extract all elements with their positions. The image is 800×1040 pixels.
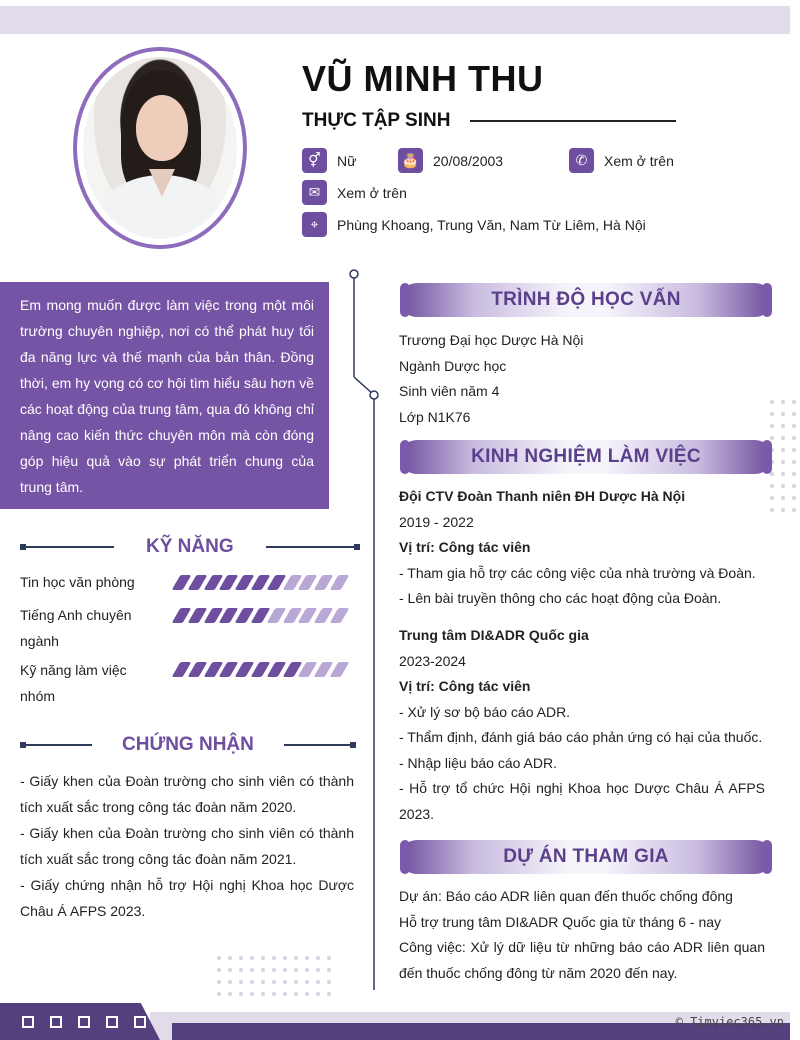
dot <box>250 968 254 972</box>
dot <box>294 956 298 960</box>
job-period: 2023-2024 <box>399 652 466 669</box>
education-line: Lớp N1K76 <box>399 408 471 425</box>
job-task: - Xử lý sơ bộ báo cáo ADR. <box>399 703 571 720</box>
dot <box>239 992 243 996</box>
skill-level-bar <box>176 608 350 623</box>
job-position: Vị trí: Công tác viên <box>399 678 531 694</box>
dot <box>781 460 785 464</box>
job-period: 2019 - 2022 <box>399 513 474 530</box>
skill-stripe-empty <box>330 608 350 623</box>
job-task: - Hỗ trợ tổ chức Hội nghị Khoa học Dược Châu Á AFPS 2023. <box>399 780 765 822</box>
dot <box>792 448 796 452</box>
dot <box>250 992 254 996</box>
job-org: Đội CTV Đoàn Thanh niên ĐH Dược Hà Nội <box>399 488 686 504</box>
address-info <box>302 212 646 237</box>
skills-header <box>20 536 360 558</box>
job-org: Trung tâm DI&ADR Quốc gia <box>399 627 589 643</box>
job-position: Vị trí: Công tác viên <box>399 539 531 555</box>
skill-label: Tiếng Anh chuyên ngành <box>20 607 132 649</box>
phone-icon: ✆ <box>569 148 594 173</box>
watermark: © Timviec365.vn <box>675 1015 784 1029</box>
dot <box>792 496 796 500</box>
career-objective: Em mong muốn được làm việc trong một môi trường chuyên nghiệp, nơi có thể phát huy tối đa năng lực và thế mạnh của bản thân. Đồng thời, em hy vọng có cơ hội tìm hiểu sâu hơn về các hoạt động của trung tâm, qua đó không chỉ nâng cao kiến thức chuyên môn mà còn đóng góp hiệu quả vào sự phát triển chung của trung tâm. <box>0 282 329 509</box>
dot <box>792 412 796 416</box>
dot <box>228 956 232 960</box>
role-divider <box>470 120 676 122</box>
dot <box>316 956 320 960</box>
dot <box>792 460 796 464</box>
dot <box>316 980 320 984</box>
location-pin-icon: ⌖ <box>302 212 327 237</box>
dot <box>261 968 265 972</box>
dot <box>770 424 774 428</box>
skill-level-bar <box>176 662 350 677</box>
dot <box>272 992 276 996</box>
experience-title: KINH NGHIỆM LÀM VIỆC <box>471 446 701 467</box>
certificate-item: - Giấy khen của Đoàn trường cho sinh viên có thành tích xuất sắc trong công tác đoàn năm 2020. <box>20 773 354 815</box>
dot <box>217 980 221 984</box>
certificates-title: CHỨNG NHẬN <box>122 734 254 755</box>
dot <box>781 436 785 440</box>
dot <box>781 424 785 428</box>
dot <box>770 412 774 416</box>
dot <box>770 472 774 476</box>
projects-details <box>399 884 765 986</box>
dot <box>770 400 774 404</box>
projects-title: DỰ ÁN THAM GIA <box>503 846 669 867</box>
skill-level-bar <box>176 575 350 590</box>
project-line: Dự án: Báo cáo ADR liên quan đến thuốc chống đông <box>399 888 733 904</box>
dot <box>272 956 276 960</box>
phone-value: Xem ở trên <box>604 152 674 169</box>
dot <box>294 968 298 972</box>
top-band <box>0 6 790 34</box>
dot <box>792 472 796 476</box>
dot <box>217 968 221 972</box>
job-task: - Thẩm định, đánh giá báo cáo phản ứng có hại của thuốc. <box>399 729 763 745</box>
certificates-list <box>20 768 354 924</box>
dot <box>261 980 265 984</box>
dot <box>272 968 276 972</box>
dot <box>792 436 796 440</box>
job-task: - Tham gia hỗ trợ các công việc của nhà trường và Đoàn. <box>399 564 756 581</box>
dot <box>250 980 254 984</box>
dot <box>792 508 796 512</box>
dot <box>228 992 232 996</box>
dot <box>781 400 785 404</box>
dot <box>327 956 331 960</box>
certificate-item: - Giấy khen của Đoàn trường cho sinh viên có thành tích xuất sắc trong công tác đoàn năm 2021. <box>20 825 354 867</box>
dot <box>792 400 796 404</box>
education-line: Trương Đại học Dược Hà Nội <box>399 332 584 348</box>
birthday-info <box>398 148 503 173</box>
dot <box>283 968 287 972</box>
email-info <box>302 180 407 205</box>
dot <box>239 980 243 984</box>
dot <box>305 968 309 972</box>
dot <box>294 980 298 984</box>
candidate-name: VŨ MINH THU <box>302 58 544 99</box>
dot <box>327 968 331 972</box>
dot <box>294 992 298 996</box>
education-line: Sinh viên năm 4 <box>399 383 500 399</box>
decorative-dots <box>217 956 331 996</box>
dot <box>217 992 221 996</box>
education-title: TRÌNH ĐỘ HỌC VẤN <box>491 289 681 310</box>
phone-info <box>569 148 674 173</box>
education-banner <box>400 283 772 317</box>
dot <box>250 956 254 960</box>
dot <box>228 968 232 972</box>
dot <box>781 496 785 500</box>
skill-label: Kỹ năng làm việc nhóm <box>20 662 127 704</box>
profile-photo <box>83 57 237 239</box>
dot <box>272 980 276 984</box>
address-value: Phùng Khoang, Trung Văn, Nam Từ Liêm, Hà Nội <box>337 216 646 233</box>
dot <box>316 968 320 972</box>
dot <box>792 484 796 488</box>
dot <box>239 956 243 960</box>
dot <box>217 956 221 960</box>
email-value: Xem ở trên <box>337 184 407 201</box>
dot <box>305 992 309 996</box>
dot <box>283 992 287 996</box>
gender-info <box>302 148 356 173</box>
skills-title: KỸ NĂNG <box>146 536 234 557</box>
dot <box>283 980 287 984</box>
dot <box>261 992 265 996</box>
dot <box>327 980 331 984</box>
mail-icon: ✉ <box>302 180 327 205</box>
dot <box>781 472 785 476</box>
skill-stripe-empty <box>330 575 350 590</box>
dot <box>305 980 309 984</box>
birthday-cake-icon: 🎂 <box>398 148 423 173</box>
dot <box>770 508 774 512</box>
avatar <box>73 47 247 249</box>
gender-value: Nữ <box>337 152 357 169</box>
dot <box>239 968 243 972</box>
dot <box>261 956 265 960</box>
dot <box>792 424 796 428</box>
dot <box>770 496 774 500</box>
skill-stripe-empty <box>330 662 350 677</box>
job-task: - Lên bài truyền thông cho các hoạt động của Đoàn. <box>399 590 722 606</box>
birthday-value: 20/08/2003 <box>433 152 504 169</box>
decorative-dots <box>770 400 796 512</box>
certificates-header <box>20 734 356 756</box>
candidate-role: THỰC TẬP SINH <box>302 110 451 131</box>
job-task: - Nhập liệu báo cáo ADR. <box>399 754 557 771</box>
dot <box>781 508 785 512</box>
dot <box>781 412 785 416</box>
certificate-item: - Giấy chứng nhận hỗ trợ Hội nghị Khoa học Dược Châu Á AFPS 2023. <box>20 877 354 919</box>
education-line: Ngành Dược học <box>399 357 507 374</box>
dot <box>781 484 785 488</box>
dot <box>228 980 232 984</box>
education-details <box>399 328 765 430</box>
dot <box>305 956 309 960</box>
experience-job <box>399 623 765 827</box>
dot <box>316 992 320 996</box>
experience-banner <box>400 440 772 474</box>
footer-squares <box>22 1016 162 1028</box>
dot <box>283 956 287 960</box>
gender-icon: ⚥ <box>302 148 327 173</box>
project-line: Công việc: Xử lý dữ liệu từ những báo cáo ADR liên quan đến thuốc chống đông từ năm 2020 đến nay. <box>399 939 765 981</box>
dot <box>781 448 785 452</box>
skill-label: Tin học văn phòng <box>20 574 135 590</box>
experience-job <box>399 484 765 612</box>
projects-banner <box>400 840 772 874</box>
project-line: Hỗ trợ trung tâm DI&ADR Quốc gia từ tháng 6 - nay <box>399 913 722 930</box>
dot <box>327 992 331 996</box>
dot <box>770 484 774 488</box>
dot <box>770 436 774 440</box>
